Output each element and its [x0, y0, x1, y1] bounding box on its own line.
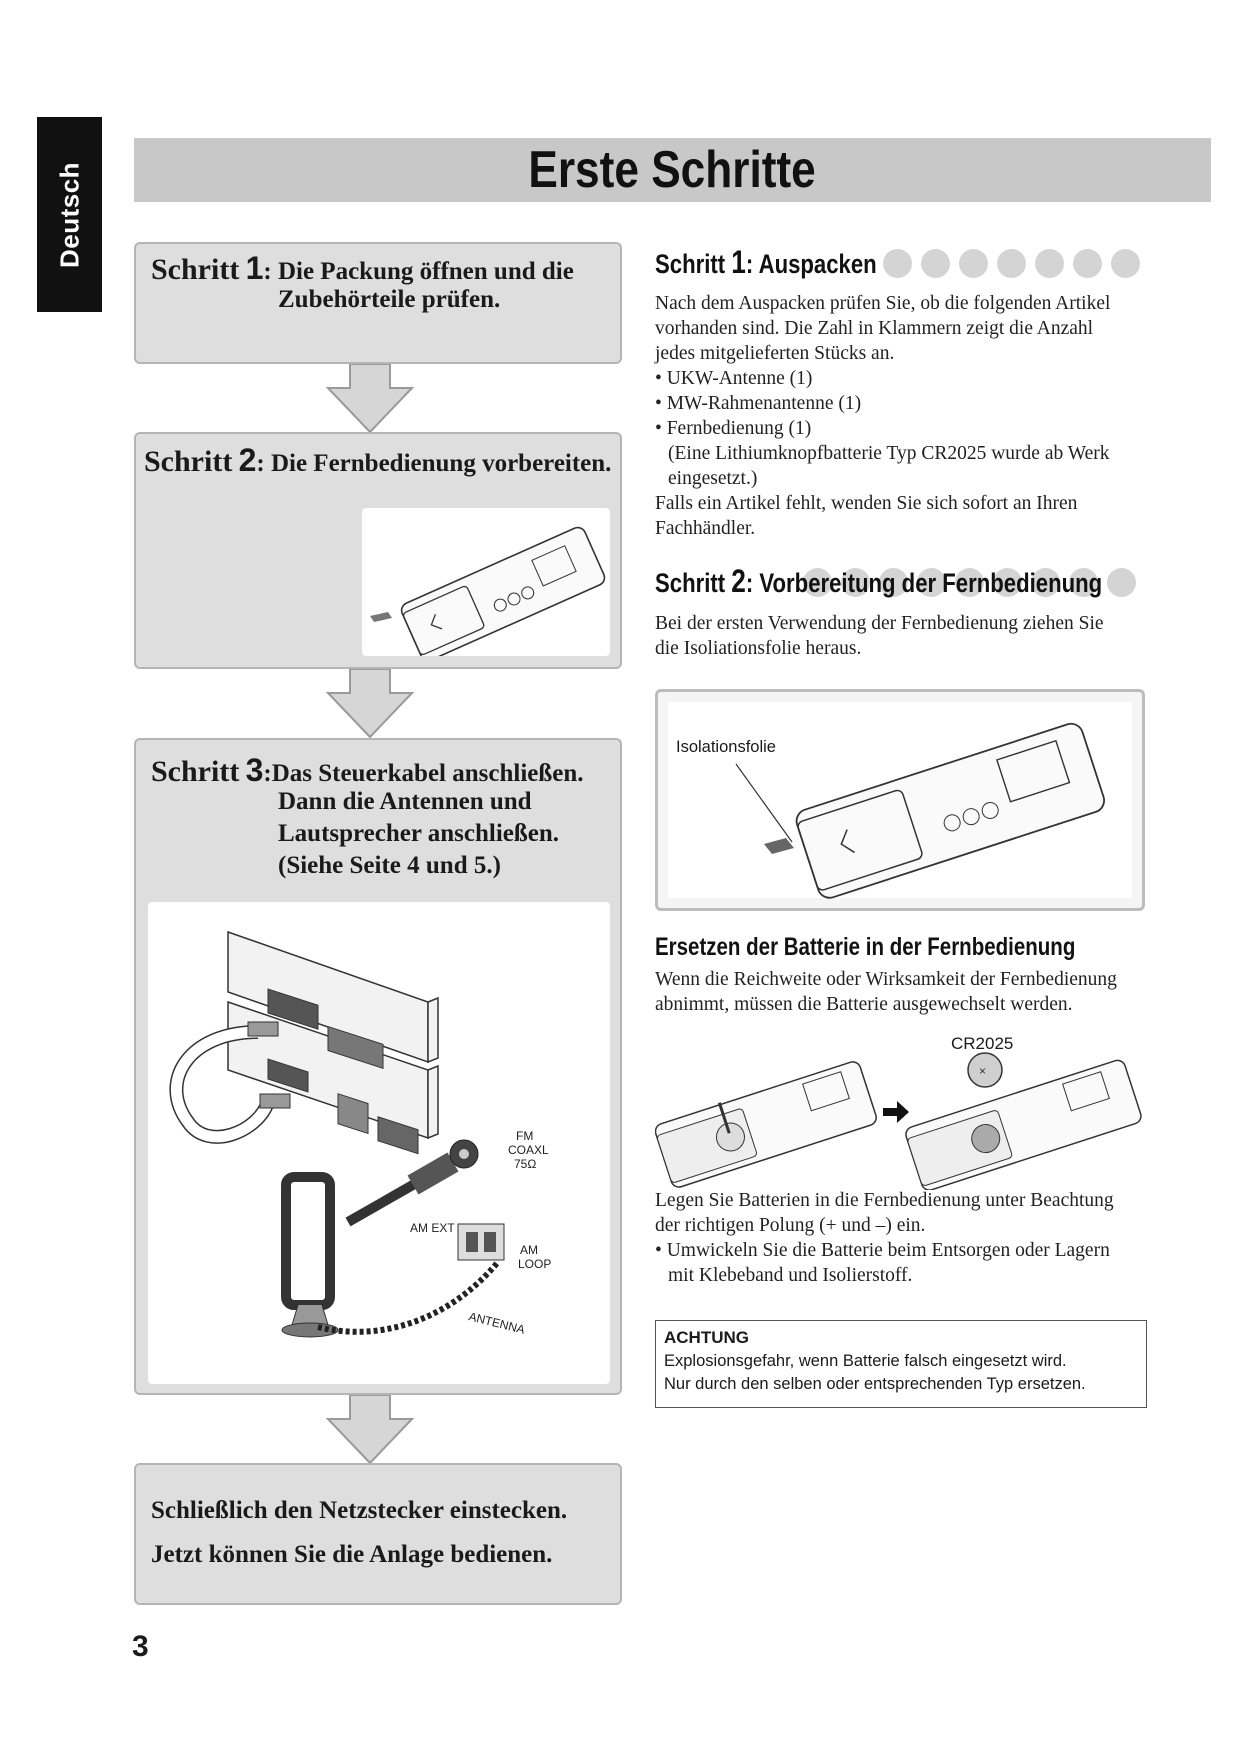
step3-heading: [151, 754, 584, 790]
list-item: • Fernbedienung (1): [655, 418, 812, 439]
step1-box: [134, 242, 622, 364]
section1-title: [655, 244, 877, 281]
step3-box: [134, 738, 622, 1395]
title-bar: [134, 138, 1211, 202]
final-line1: Schließlich den Netzstecker einstecken.: [151, 1497, 568, 1524]
language-label: Deutsch: [54, 161, 84, 268]
section1-note-2: eingesetzt.): [668, 468, 758, 489]
isolation-figure: [655, 689, 1145, 911]
step1-heading: [151, 252, 574, 288]
remote-illustration-small: [362, 508, 610, 656]
section1-intro-3: jedes mitgelieferten Stücks an.: [655, 343, 895, 364]
section2-heading: [655, 563, 1145, 603]
section1-title-text: : Auspacken: [745, 249, 877, 279]
page-title: Erste Schritte: [528, 141, 817, 199]
step2-text: Die Fernbedienung vorbereiten.: [270, 450, 612, 477]
section1-heading: [655, 244, 1145, 284]
label-am: AM: [520, 1243, 538, 1257]
section1-missing-2: Fachhändler.: [655, 518, 756, 539]
section1-intro-2: vorhanden sind. Die Zahl in Klammern zeigt die Anzahl: [655, 318, 1094, 339]
section3-bullet-2: mit Klebeband und Isolierstoff.: [668, 1265, 913, 1286]
step2-heading: [144, 444, 611, 480]
heading-dots-1: [883, 249, 1140, 278]
step3-prefix: Schritt: [151, 755, 240, 788]
section1-missing-1: Falls ein Artikel fehlt, wenden Sie sich sofort an Ihren: [655, 493, 1078, 514]
flow-arrow-2: [326, 669, 414, 739]
section3-after: [655, 1188, 1155, 1288]
section3-after-2: der richtigen Polung (+ und –) ein.: [655, 1215, 926, 1236]
section3-text-2: abnimmt, müssen die Batterie ausgewechselt werden.: [655, 994, 1073, 1015]
label-fm: FM: [516, 1129, 534, 1143]
list-item: • Umwickeln Sie die Batterie beim Entsorgen oder Lagern: [655, 1240, 1110, 1261]
final-line2: Jetzt können Sie die Anlage bedienen.: [151, 1541, 553, 1568]
list-item: • MW-Rahmenantenne (1): [655, 393, 862, 414]
section3-after-1: Legen Sie Batterien in die Fernbedienung unter Beachtung: [655, 1190, 1114, 1211]
section2-body: [655, 611, 1155, 661]
section2-title-text: : Vorbereitung der Fernbedienung: [745, 568, 1103, 598]
label-loop: LOOP: [518, 1257, 552, 1271]
step1-colon: :: [263, 258, 272, 285]
section1-note-1: (Eine Lithiumknopfbatterie Typ CR2025 wurde ab Werk: [668, 443, 1110, 464]
section3-intro: [655, 967, 1155, 1017]
language-tab: [37, 117, 102, 312]
section3-title: Ersetzen der Batterie in der Fernbedienung: [655, 933, 1076, 961]
label-am-ext: AM EXT: [410, 1221, 455, 1235]
section2-title: [655, 563, 1102, 600]
section2-text-2: die Isoliationsfolie heraus.: [655, 638, 862, 659]
section1-prefix: Schritt: [655, 249, 726, 279]
section3-text-1: Wenn die Reichweite oder Wirksamkeit der Fernbedienung: [655, 969, 1117, 990]
step3-line4: (Siehe Seite 4 und 5.): [278, 852, 501, 879]
label-antenna: ANTENNA: [467, 1309, 527, 1337]
flow-arrow-3: [326, 1395, 414, 1465]
final-step-box: [134, 1463, 622, 1605]
section1-body: [655, 291, 1155, 541]
page-number: 3: [132, 1630, 149, 1663]
step1-number: 1: [245, 250, 264, 286]
step1-line1: Die Packung öffnen und die: [277, 258, 574, 285]
warning-box: [655, 1320, 1147, 1408]
list-item: • UKW-Antenne (1): [655, 368, 813, 389]
battery-replacement-figure: [655, 1030, 1147, 1190]
isolation-label: Isolationsfolie: [676, 738, 776, 756]
step3-line2: Dann die Antennen und: [278, 788, 532, 815]
step3-line1: Das Steuerkabel anschließen.: [271, 760, 584, 787]
step1-line2: Zubehörteile prüfen.: [278, 286, 501, 313]
step1-prefix: Schritt: [151, 253, 240, 286]
label-coaxl: COAXL: [508, 1143, 549, 1157]
connection-diagram: [148, 902, 610, 1384]
label-ohm: 75Ω: [514, 1157, 537, 1171]
flow-arrow-1: [326, 364, 414, 434]
step3-line3: Lautsprecher anschließen.: [278, 820, 560, 847]
section2-text-1: Bei der ersten Verwendung der Fernbedienung ziehen Sie: [655, 613, 1104, 634]
warning-title: ACHTUNG: [664, 1328, 749, 1347]
step3-number: 3: [245, 752, 264, 788]
section2-prefix: Schritt: [655, 568, 726, 598]
svg-text:×: ×: [979, 1064, 987, 1078]
step2-number: 2: [238, 442, 257, 478]
step2-colon: :: [256, 450, 265, 477]
section2-number: 2: [731, 563, 746, 599]
warning-line-1: Explosionsgefahr, wenn Batterie falsch eingesetzt wird.: [664, 1352, 1067, 1370]
warning-line-2: Nur durch den selben oder entsprechenden Typ ersetzen.: [664, 1375, 1086, 1393]
step2-box: [134, 432, 622, 669]
section1-intro-1: Nach dem Auspacken prüfen Sie, ob die folgenden Artikel: [655, 293, 1111, 314]
battery-label: CR2025: [951, 1034, 1014, 1053]
step2-prefix: Schritt: [144, 445, 233, 478]
step3-colon: :: [263, 760, 272, 787]
section1-number: 1: [731, 244, 746, 280]
